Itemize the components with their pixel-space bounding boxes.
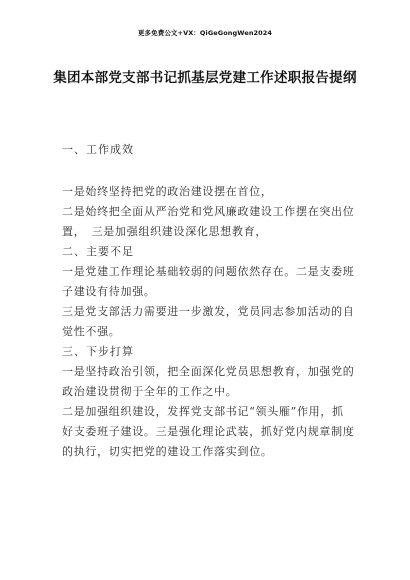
paragraph-line: 三是党支部活力需要进一步激发，党员同志参加活动的自 xyxy=(62,305,355,318)
section-heading-next-steps: 三、下步打算 xyxy=(62,345,134,358)
paragraph-line: 置， 三是加强组织建设深化思想教育， xyxy=(62,225,268,238)
spacer xyxy=(62,160,352,182)
paragraph-line: 二是始终把全面从严治党和党风廉政建设工作摆在突出位 xyxy=(62,205,355,218)
paragraph-line: 的执行，切实把党的建设工作落实到位。 xyxy=(62,445,273,458)
paragraph-line: 觉性不强。 xyxy=(62,325,121,338)
paragraph-line: 好支委班子建设。三是强化理论武装，抓好党内规章制度 xyxy=(62,425,355,438)
paragraph-line: 二是加强组织建设，发挥党支部书记“领头雁”作用，抓 xyxy=(62,405,344,418)
paragraph-line: 一是党建工作理论基础较弱的问题依然存在。二是支委班 xyxy=(62,265,355,278)
section-heading-shortcomings: 二、主要不足 xyxy=(62,245,134,258)
watermark-header: 更多免费公文+VX：QiGeGongWen2024 xyxy=(137,29,273,37)
paragraph-line: 子建设有待加强。 xyxy=(62,285,156,298)
document-title: 集团本部党支部书记抓基层党建工作述职报告提纲 xyxy=(53,70,357,86)
document-body xyxy=(62,140,355,462)
paragraph-line: 一是始终坚持把党的政治建设摆在首位， xyxy=(62,185,273,198)
paragraph-line: 政治建设贯彻于全年的工作之中。 xyxy=(62,385,238,398)
paragraph-line: 一是坚持政治引领，把全面深化党员思想教育，加强党的 xyxy=(62,365,355,378)
section-heading-achievements: 一、工作成效 xyxy=(62,143,134,156)
